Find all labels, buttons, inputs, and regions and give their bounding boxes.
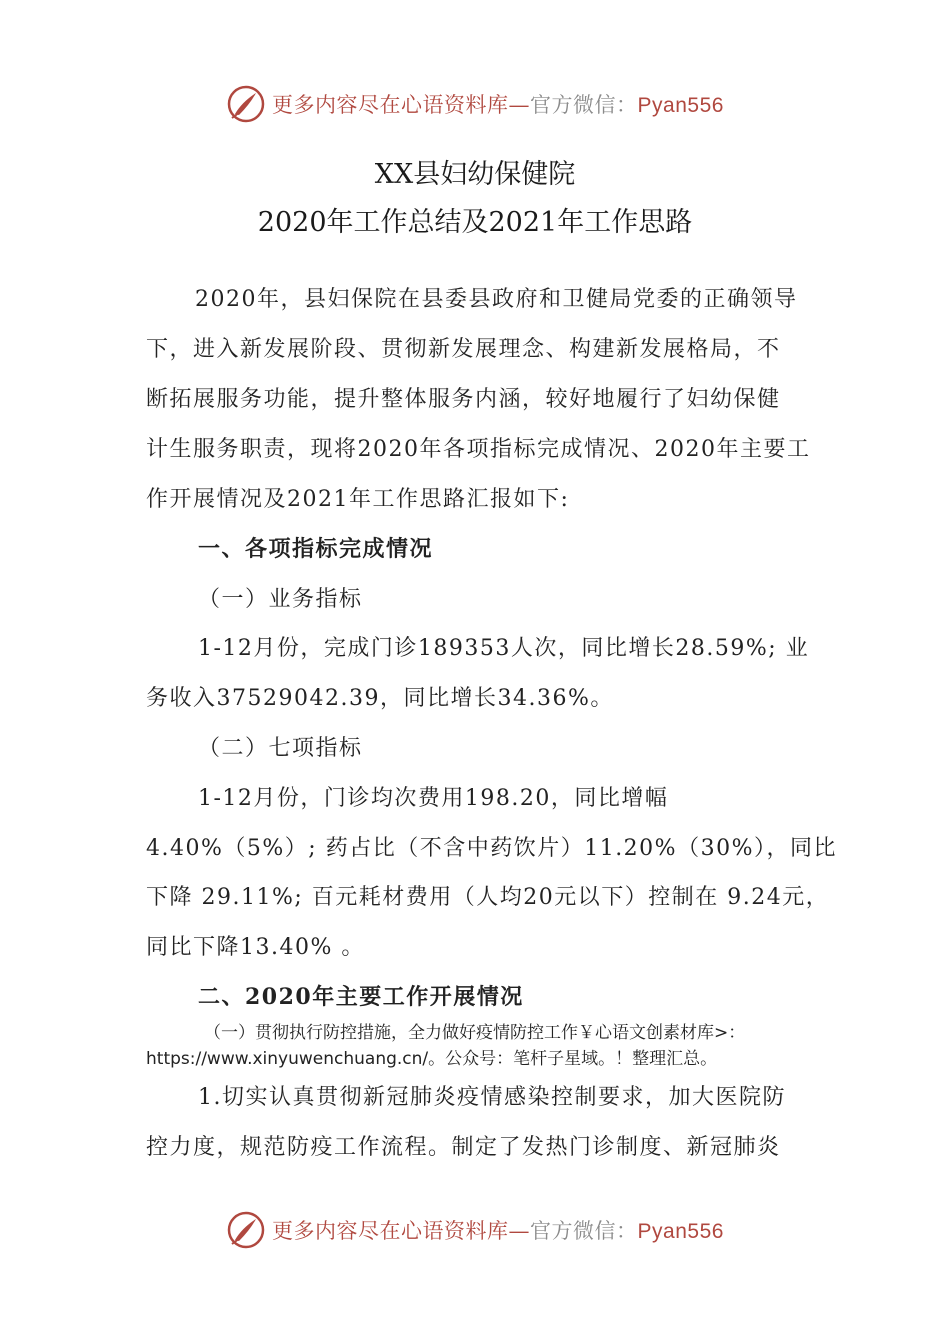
banner-text <box>272 1215 724 1245</box>
pen-logo-icon <box>226 84 266 124</box>
banner-main: 更多内容尽在心语资料库 <box>272 93 509 117</box>
para-line: 务收入37529042.39，同比增长34.36%。 <box>146 686 614 711</box>
section-heading-1: 一、各项指标完成情况 <box>198 536 434 562</box>
pen-logo-icon <box>226 1210 266 1250</box>
banner-dash: — <box>508 1219 531 1243</box>
watermark-banner-bottom <box>0 1208 950 1252</box>
banner-official: 官方微信： <box>530 93 638 117</box>
subsection-heading: （一）业务指标 <box>198 587 363 612</box>
para-line: 1.切实认真贯彻新冠肺炎疫情感染控制要求，加大医院防 <box>198 1085 786 1110</box>
section-heading-2: 二、2020年主要工作开展情况 <box>198 984 524 1010</box>
doc-subtitle: 2020年工作总结及2021年工作思路 <box>257 207 693 238</box>
banner-text <box>272 89 724 119</box>
para-line: 计生服务职责，现将2020年各项指标完成情况、2020年主要工 <box>146 437 811 462</box>
banner-dash: — <box>508 93 531 117</box>
para-line: 断拓展服务功能，提升整体服务内涵，较好地履行了妇幼保健 <box>146 387 781 412</box>
para-line: 1-12月份，完成门诊189353人次，同比增长28.59%; 业 <box>198 636 810 661</box>
para-line: 同比下降13.40% 。 <box>146 935 365 960</box>
watermark-banner-top <box>0 82 950 126</box>
doc-title: XX县妇幼保健院 <box>374 159 576 190</box>
para-line: 下，进入新发展阶段、贯彻新发展理念、构建新发展格局，不 <box>146 337 781 362</box>
para-line: 作开展情况及2021年工作思路汇报如下: <box>146 487 570 512</box>
banner-wechat-id: Pyan556 <box>637 1220 724 1243</box>
para-line: 4.40%（5%）; 药占比（不含中药饮片）11.20%（30%），同比 <box>146 836 837 861</box>
para-line: 1-12月份，门诊均次费用198.20，同比增幅 <box>198 786 669 811</box>
inserted-note-url: https://www.xinyuwenchuang.cn/。公众号：笔杆子星域。！整理汇总。 <box>146 1049 718 1069</box>
para-line: 下降 29.11%; 百元耗材费用（人均20元以下）控制在 9.24元， <box>146 885 830 910</box>
banner-wechat-id: Pyan556 <box>637 94 724 117</box>
para-line: 控力度，规范防疫工作流程。制定了发热门诊制度、新冠肺炎 <box>146 1135 781 1160</box>
subsection-heading: （二）七项指标 <box>198 736 363 761</box>
banner-official: 官方微信： <box>530 1219 638 1243</box>
inserted-note-line: （一）贯彻执行防控措施，全力做好疫情防控工作￥心语文创素材库>： <box>204 1023 746 1043</box>
banner-main: 更多内容尽在心语资料库 <box>272 1219 509 1243</box>
para-line: 2020年，县妇保院在县委县政府和卫健局党委的正确领导 <box>195 287 798 312</box>
